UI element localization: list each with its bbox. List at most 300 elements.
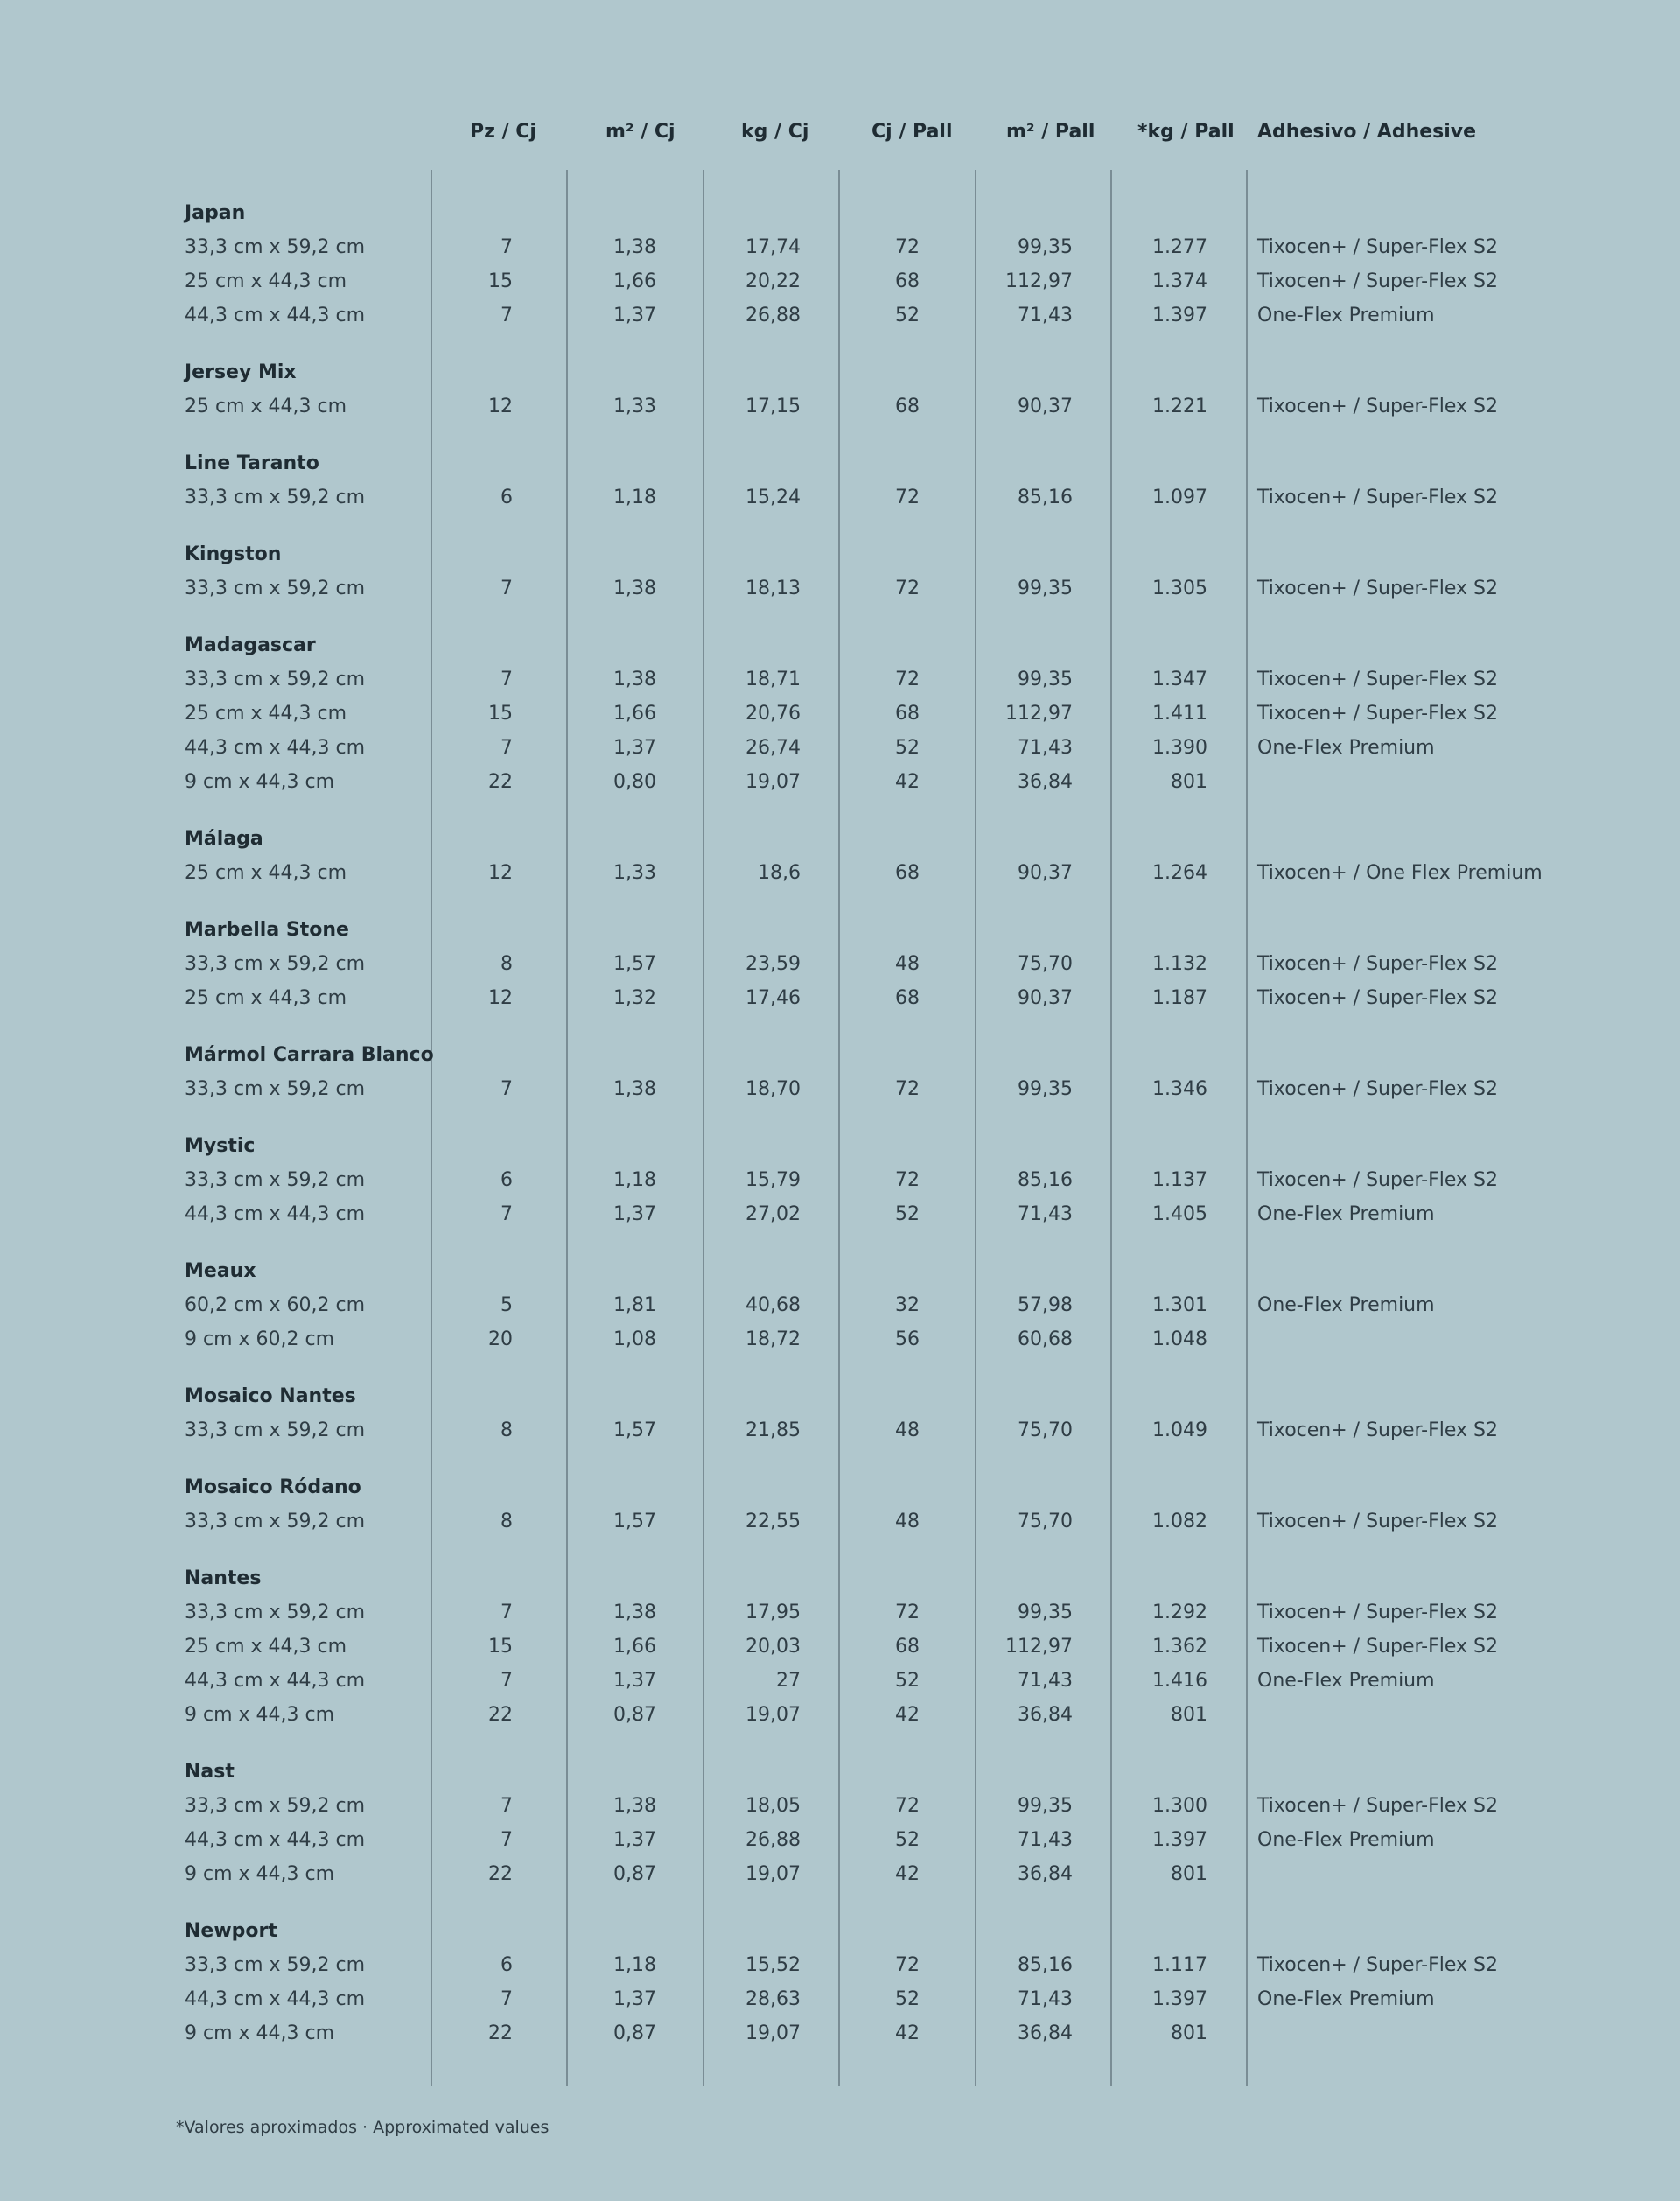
table-row: [0, 1857, 1680, 1891]
cell-size: 9 cm x 44,3 cm: [185, 1704, 335, 1726]
cell-kg-cj: 18,72: [746, 1328, 801, 1350]
product-name: Kingston: [185, 543, 282, 565]
product-name: Nast: [185, 1761, 234, 1783]
cell-adhesive: Tixocen+ / Super-Flex S2: [1257, 396, 1498, 417]
cell-m2-cj: 1,38: [613, 1795, 656, 1817]
cell-m2-cj: 1,38: [613, 236, 656, 258]
cell-size: 33,3 cm x 59,2 cm: [185, 953, 366, 975]
product-group: [0, 446, 1680, 515]
cell-pz-cj: 7: [500, 737, 513, 759]
cell-kg-pall: 1.397: [1152, 1829, 1208, 1851]
cell-kg-cj: 18,13: [746, 578, 801, 599]
cell-pz-cj: 22: [488, 1704, 513, 1726]
cell-cj-pall: 72: [895, 236, 920, 258]
cell-m2-cj: 1,81: [613, 1294, 656, 1316]
cell-kg-cj: 26,88: [746, 305, 801, 326]
cell-cj-pall: 68: [895, 987, 920, 1009]
cell-pz-cj: 7: [500, 669, 513, 690]
cell-kg-cj: 17,74: [746, 236, 801, 258]
cell-pz-cj: 20: [488, 1328, 513, 1350]
product-group: [0, 1470, 1680, 1539]
cell-m2-cj: 1,18: [613, 1169, 656, 1191]
header-m2-pall: m² / Pall: [1006, 121, 1096, 143]
cell-m2-pall: 85,16: [1018, 1954, 1073, 1976]
cell-cj-pall: 68: [895, 703, 920, 725]
cell-cj-pall: 52: [895, 1829, 920, 1851]
cell-adhesive: One-Flex Premium: [1257, 737, 1435, 759]
product-group: [0, 1755, 1680, 1891]
cell-cj-pall: 72: [895, 578, 920, 599]
product-name: Marbella Stone: [185, 919, 349, 941]
cell-pz-cj: 7: [500, 578, 513, 599]
cell-adhesive: One-Flex Premium: [1257, 1829, 1435, 1851]
cell-m2-cj: 1,37: [613, 1203, 656, 1225]
cell-kg-cj: 26,74: [746, 737, 801, 759]
table-row: [0, 230, 1680, 264]
product-name: Meaux: [185, 1260, 256, 1282]
cell-m2-cj: 1,38: [613, 669, 656, 690]
cell-size: 33,3 cm x 59,2 cm: [185, 1795, 366, 1817]
cell-size: 25 cm x 44,3 cm: [185, 987, 347, 1009]
cell-kg-pall: 1.292: [1152, 1602, 1208, 1623]
cell-m2-pall: 36,84: [1018, 2022, 1073, 2044]
table-row: [0, 856, 1680, 890]
cell-m2-pall: 71,43: [1018, 1203, 1073, 1225]
cell-kg-pall: 801: [1171, 1704, 1208, 1726]
cell-pz-cj: 22: [488, 2022, 513, 2044]
cell-cj-pall: 72: [895, 1602, 920, 1623]
cell-adhesive: Tixocen+ / Super-Flex S2: [1257, 1078, 1498, 1100]
cell-kg-pall: 1.390: [1152, 737, 1208, 759]
footnote: *Valores aproximados · Approximated values: [176, 2118, 550, 2137]
cell-m2-pall: 90,37: [1018, 396, 1073, 417]
cell-kg-cj: 28,63: [746, 1988, 801, 2010]
table-row: [0, 2016, 1680, 2050]
cell-m2-pall: 112,97: [1005, 703, 1073, 725]
cell-m2-cj: 1,08: [613, 1328, 656, 1350]
cell-m2-pall: 112,97: [1005, 270, 1073, 292]
cell-kg-cj: 19,07: [746, 1704, 801, 1726]
cell-cj-pall: 72: [895, 1078, 920, 1100]
cell-size: 33,3 cm x 59,2 cm: [185, 236, 366, 258]
cell-m2-cj: 1,18: [613, 487, 656, 508]
table-row: [0, 1948, 1680, 1982]
cell-cj-pall: 52: [895, 1203, 920, 1225]
cell-kg-pall: 1.362: [1152, 1636, 1208, 1658]
product-group: [0, 1561, 1680, 1732]
table-row: [0, 1413, 1680, 1447]
cell-cj-pall: 72: [895, 487, 920, 508]
product-name: Málaga: [185, 828, 263, 850]
table-row: [0, 662, 1680, 697]
cell-adhesive: One-Flex Premium: [1257, 1203, 1435, 1225]
cell-cj-pall: 32: [895, 1294, 920, 1316]
cell-adhesive: Tixocen+ / Super-Flex S2: [1257, 987, 1498, 1009]
cell-size: 33,3 cm x 59,2 cm: [185, 487, 366, 508]
cell-cj-pall: 42: [895, 1863, 920, 1885]
cell-cj-pall: 68: [895, 396, 920, 417]
cell-adhesive: One-Flex Premium: [1257, 305, 1435, 326]
cell-m2-cj: 1,37: [613, 1670, 656, 1692]
cell-pz-cj: 8: [500, 1511, 513, 1532]
cell-kg-cj: 17,95: [746, 1602, 801, 1623]
cell-pz-cj: 7: [500, 305, 513, 326]
table-row: [0, 1982, 1680, 2016]
cell-m2-cj: 1,38: [613, 1078, 656, 1100]
cell-cj-pall: 48: [895, 953, 920, 975]
cell-size: 25 cm x 44,3 cm: [185, 270, 347, 292]
cell-adhesive: Tixocen+ / Super-Flex S2: [1257, 703, 1498, 725]
cell-kg-pall: 1.397: [1152, 305, 1208, 326]
cell-pz-cj: 6: [500, 1169, 513, 1191]
header-m2-cj: m² / Cj: [606, 121, 676, 143]
cell-cj-pall: 42: [895, 1704, 920, 1726]
table-row: [0, 480, 1680, 515]
product-group: [0, 913, 1680, 1015]
cell-cj-pall: 72: [895, 1795, 920, 1817]
cell-pz-cj: 7: [500, 1203, 513, 1225]
cell-m2-pall: 71,43: [1018, 1988, 1073, 2010]
cell-pz-cj: 6: [500, 487, 513, 508]
table-body: [0, 196, 1680, 2073]
table-header: [0, 121, 1680, 156]
cell-m2-pall: 99,35: [1018, 236, 1073, 258]
table-row: [0, 765, 1680, 799]
cell-size: 33,3 cm x 59,2 cm: [185, 1169, 366, 1191]
product-name: Mosaico Ródano: [185, 1476, 361, 1498]
cell-m2-pall: 99,35: [1018, 1602, 1073, 1623]
cell-cj-pall: 52: [895, 1670, 920, 1692]
cell-m2-cj: 1,38: [613, 578, 656, 599]
cell-size: 60,2 cm x 60,2 cm: [185, 1294, 366, 1316]
cell-cj-pall: 42: [895, 771, 920, 793]
cell-m2-cj: 1,66: [613, 1636, 656, 1658]
table-row: [0, 264, 1680, 298]
cell-kg-cj: 18,6: [758, 862, 801, 884]
cell-cj-pall: 72: [895, 1954, 920, 1976]
cell-pz-cj: 15: [488, 1636, 513, 1658]
cell-pz-cj: 7: [500, 236, 513, 258]
cell-m2-pall: 75,70: [1018, 1419, 1073, 1441]
cell-m2-cj: 1,18: [613, 1954, 656, 1976]
cell-m2-cj: 1,38: [613, 1602, 656, 1623]
cell-pz-cj: 8: [500, 1419, 513, 1441]
cell-kg-pall: 1.411: [1152, 703, 1208, 725]
cell-size: 33,3 cm x 59,2 cm: [185, 578, 366, 599]
product-name: Mosaico Nantes: [185, 1385, 356, 1407]
cell-kg-cj: 19,07: [746, 771, 801, 793]
cell-size: 25 cm x 44,3 cm: [185, 396, 347, 417]
cell-kg-pall: 1.048: [1152, 1328, 1208, 1350]
cell-m2-pall: 71,43: [1018, 1829, 1073, 1851]
product-name: Mármol Carrara Blanco: [185, 1044, 434, 1066]
cell-m2-pall: 36,84: [1018, 1704, 1073, 1726]
cell-kg-pall: 1.374: [1152, 270, 1208, 292]
cell-pz-cj: 5: [500, 1294, 513, 1316]
table-row: [0, 1789, 1680, 1823]
cell-adhesive: One-Flex Premium: [1257, 1670, 1435, 1692]
cell-size: 25 cm x 44,3 cm: [185, 862, 347, 884]
cell-kg-pall: 1.397: [1152, 1988, 1208, 2010]
cell-adhesive: Tixocen+ / Super-Flex S2: [1257, 953, 1498, 975]
product-group: [0, 1379, 1680, 1447]
cell-pz-cj: 12: [488, 396, 513, 417]
cell-kg-pall: 1.405: [1152, 1203, 1208, 1225]
product-name: Madagascar: [185, 634, 316, 656]
cell-size: 9 cm x 60,2 cm: [185, 1328, 335, 1350]
table-row: [0, 1664, 1680, 1698]
product-group: [0, 1914, 1680, 2050]
header-cj-pall: Cj / Pall: [872, 121, 953, 143]
cell-kg-cj: 19,07: [746, 2022, 801, 2044]
cell-cj-pall: 56: [895, 1328, 920, 1350]
cell-kg-cj: 18,05: [746, 1795, 801, 1817]
header-kg-cj: kg / Cj: [741, 121, 809, 143]
cell-kg-cj: 19,07: [746, 1863, 801, 1885]
cell-m2-cj: 0,87: [613, 2022, 656, 2044]
cell-adhesive: One-Flex Premium: [1257, 1988, 1435, 2010]
cell-size: 33,3 cm x 59,2 cm: [185, 1511, 366, 1532]
table-row: [0, 1163, 1680, 1197]
cell-kg-pall: 801: [1171, 771, 1208, 793]
table-row: [0, 1595, 1680, 1630]
cell-kg-pall: 1.305: [1152, 578, 1208, 599]
cell-kg-cj: 18,70: [746, 1078, 801, 1100]
cell-m2-cj: 1,66: [613, 703, 656, 725]
table-row: [0, 571, 1680, 606]
cell-kg-pall: 1.082: [1152, 1511, 1208, 1532]
cell-size: 33,3 cm x 59,2 cm: [185, 1954, 366, 1976]
table-row: [0, 947, 1680, 981]
cell-m2-pall: 90,37: [1018, 987, 1073, 1009]
cell-kg-cj: 40,68: [746, 1294, 801, 1316]
cell-size: 44,3 cm x 44,3 cm: [185, 737, 366, 759]
product-name: Line Taranto: [185, 452, 319, 474]
cell-size: 33,3 cm x 59,2 cm: [185, 1602, 366, 1623]
cell-cj-pall: 72: [895, 1169, 920, 1191]
cell-m2-cj: 1,33: [613, 396, 656, 417]
product-name: Newport: [185, 1920, 277, 1942]
cell-m2-pall: 99,35: [1018, 578, 1073, 599]
cell-kg-cj: 20,22: [746, 270, 801, 292]
cell-cj-pall: 48: [895, 1511, 920, 1532]
cell-kg-pall: 1.132: [1152, 953, 1208, 975]
cell-m2-cj: 0,87: [613, 1704, 656, 1726]
cell-kg-pall: 1.049: [1152, 1419, 1208, 1441]
cell-adhesive: Tixocen+ / Super-Flex S2: [1257, 487, 1498, 508]
cell-m2-cj: 1,37: [613, 1988, 656, 2010]
cell-adhesive: Tixocen+ / Super-Flex S2: [1257, 669, 1498, 690]
cell-adhesive: Tixocen+ / Super-Flex S2: [1257, 270, 1498, 292]
cell-kg-cj: 22,55: [746, 1511, 801, 1532]
cell-kg-pall: 1.347: [1152, 669, 1208, 690]
cell-cj-pall: 68: [895, 1636, 920, 1658]
cell-kg-pall: 1.097: [1152, 487, 1208, 508]
cell-size: 44,3 cm x 44,3 cm: [185, 1829, 366, 1851]
cell-kg-cj: 27,02: [746, 1203, 801, 1225]
cell-adhesive: Tixocen+ / Super-Flex S2: [1257, 1169, 1498, 1191]
cell-adhesive: Tixocen+ / Super-Flex S2: [1257, 1636, 1498, 1658]
cell-kg-cj: 15,24: [746, 487, 801, 508]
cell-m2-cj: 1,33: [613, 862, 656, 884]
cell-m2-pall: 75,70: [1018, 1511, 1073, 1532]
cell-size: 44,3 cm x 44,3 cm: [185, 1203, 366, 1225]
cell-cj-pall: 42: [895, 2022, 920, 2044]
table-row: [0, 1823, 1680, 1857]
cell-size: 33,3 cm x 59,2 cm: [185, 669, 366, 690]
cell-kg-pall: 1.137: [1152, 1169, 1208, 1191]
table-row: [0, 1197, 1680, 1231]
cell-m2-pall: 75,70: [1018, 953, 1073, 975]
product-group: [0, 1254, 1680, 1356]
cell-m2-cj: 1,37: [613, 1829, 656, 1851]
cell-m2-pall: 36,84: [1018, 771, 1073, 793]
cell-pz-cj: 6: [500, 1954, 513, 1976]
cell-kg-cj: 20,76: [746, 703, 801, 725]
cell-m2-pall: 99,35: [1018, 1078, 1073, 1100]
cell-size: 33,3 cm x 59,2 cm: [185, 1419, 366, 1441]
cell-size: 44,3 cm x 44,3 cm: [185, 305, 366, 326]
product-group: [0, 822, 1680, 890]
cell-cj-pall: 48: [895, 1419, 920, 1441]
cell-m2-pall: 90,37: [1018, 862, 1073, 884]
cell-cj-pall: 52: [895, 737, 920, 759]
cell-pz-cj: 7: [500, 1602, 513, 1623]
product-name: Mystic: [185, 1135, 256, 1157]
cell-adhesive: Tixocen+ / Super-Flex S2: [1257, 1795, 1498, 1817]
cell-adhesive: Tixocen+ / Super-Flex S2: [1257, 578, 1498, 599]
cell-adhesive: Tixocen+ / Super-Flex S2: [1257, 1511, 1498, 1532]
cell-kg-cj: 23,59: [746, 953, 801, 975]
product-group: [0, 355, 1680, 424]
table-row: [0, 1698, 1680, 1732]
cell-m2-pall: 99,35: [1018, 669, 1073, 690]
cell-kg-pall: 1.301: [1152, 1294, 1208, 1316]
product-group: [0, 1038, 1680, 1106]
cell-kg-cj: 15,79: [746, 1169, 801, 1191]
header-adhesive: Adhesivo / Adhesive: [1257, 121, 1477, 143]
cell-m2-cj: 1,57: [613, 1511, 656, 1532]
cell-pz-cj: 15: [488, 270, 513, 292]
header-pz-cj: Pz / Cj: [470, 121, 536, 143]
cell-m2-cj: 1,57: [613, 1419, 656, 1441]
product-group: [0, 196, 1680, 333]
cell-m2-cj: 1,66: [613, 270, 656, 292]
cell-pz-cj: 7: [500, 1795, 513, 1817]
cell-kg-pall: 1.416: [1152, 1670, 1208, 1692]
table-row: [0, 697, 1680, 731]
cell-pz-cj: 12: [488, 987, 513, 1009]
cell-kg-cj: 17,15: [746, 396, 801, 417]
cell-pz-cj: 12: [488, 862, 513, 884]
cell-kg-pall: 1.300: [1152, 1795, 1208, 1817]
cell-pz-cj: 7: [500, 1988, 513, 2010]
table-row: [0, 731, 1680, 765]
cell-adhesive: Tixocen+ / Super-Flex S2: [1257, 236, 1498, 258]
cell-kg-pall: 1.221: [1152, 396, 1208, 417]
cell-kg-cj: 18,71: [746, 669, 801, 690]
table-row: [0, 298, 1680, 333]
product-group: [0, 1129, 1680, 1231]
cell-size: 9 cm x 44,3 cm: [185, 2022, 335, 2044]
cell-kg-cj: 15,52: [746, 1954, 801, 1976]
cell-size: 9 cm x 44,3 cm: [185, 771, 335, 793]
product-name: Nantes: [185, 1567, 262, 1589]
table-row: [0, 1322, 1680, 1356]
cell-m2-pall: 99,35: [1018, 1795, 1073, 1817]
table-row: [0, 389, 1680, 424]
cell-kg-pall: 1.264: [1152, 862, 1208, 884]
cell-m2-cj: 0,87: [613, 1863, 656, 1885]
product-group: [0, 628, 1680, 799]
cell-size: 25 cm x 44,3 cm: [185, 703, 347, 725]
cell-kg-pall: 1.346: [1152, 1078, 1208, 1100]
cell-kg-pall: 1.117: [1152, 1954, 1208, 1976]
cell-m2-pall: 36,84: [1018, 1863, 1073, 1885]
cell-m2-cj: 1,57: [613, 953, 656, 975]
cell-size: 9 cm x 44,3 cm: [185, 1863, 335, 1885]
product-name: Jersey Mix: [185, 361, 297, 383]
cell-size: 44,3 cm x 44,3 cm: [185, 1988, 366, 2010]
cell-m2-pall: 85,16: [1018, 1169, 1073, 1191]
cell-m2-pall: 71,43: [1018, 737, 1073, 759]
cell-kg-pall: 801: [1171, 1863, 1208, 1885]
cell-kg-cj: 26,88: [746, 1829, 801, 1851]
header-kg-pall: *kg / Pall: [1138, 121, 1235, 143]
cell-pz-cj: 22: [488, 1863, 513, 1885]
cell-adhesive: Tixocen+ / One Flex Premium: [1257, 862, 1543, 884]
cell-kg-pall: 1.277: [1152, 236, 1208, 258]
cell-m2-pall: 57,98: [1018, 1294, 1073, 1316]
cell-m2-pall: 112,97: [1005, 1636, 1073, 1658]
cell-m2-pall: 71,43: [1018, 305, 1073, 326]
cell-adhesive: One-Flex Premium: [1257, 1294, 1435, 1316]
cell-size: 25 cm x 44,3 cm: [185, 1636, 347, 1658]
table-row: [0, 1288, 1680, 1322]
cell-cj-pall: 52: [895, 305, 920, 326]
cell-m2-pall: 85,16: [1018, 487, 1073, 508]
cell-kg-pall: 1.187: [1152, 987, 1208, 1009]
table-row: [0, 1504, 1680, 1539]
cell-kg-pall: 801: [1171, 2022, 1208, 2044]
product-group: [0, 537, 1680, 606]
cell-pz-cj: 22: [488, 771, 513, 793]
cell-m2-cj: 1,37: [613, 737, 656, 759]
cell-kg-cj: 17,46: [746, 987, 801, 1009]
cell-m2-cj: 0,80: [613, 771, 656, 793]
cell-pz-cj: 15: [488, 703, 513, 725]
cell-m2-cj: 1,32: [613, 987, 656, 1009]
cell-m2-pall: 71,43: [1018, 1670, 1073, 1692]
cell-pz-cj: 8: [500, 953, 513, 975]
cell-adhesive: Tixocen+ / Super-Flex S2: [1257, 1954, 1498, 1976]
cell-kg-cj: 21,85: [746, 1419, 801, 1441]
cell-cj-pall: 52: [895, 1988, 920, 2010]
cell-adhesive: Tixocen+ / Super-Flex S2: [1257, 1419, 1498, 1441]
cell-size: 44,3 cm x 44,3 cm: [185, 1670, 366, 1692]
cell-pz-cj: 7: [500, 1078, 513, 1100]
cell-pz-cj: 7: [500, 1670, 513, 1692]
product-name: Japan: [185, 202, 246, 224]
cell-m2-pall: 60,68: [1018, 1328, 1073, 1350]
cell-pz-cj: 7: [500, 1829, 513, 1851]
cell-size: 33,3 cm x 59,2 cm: [185, 1078, 366, 1100]
cell-adhesive: Tixocen+ / Super-Flex S2: [1257, 1602, 1498, 1623]
cell-m2-cj: 1,37: [613, 305, 656, 326]
cell-cj-pall: 72: [895, 669, 920, 690]
table-row: [0, 1072, 1680, 1106]
cell-kg-cj: 27: [776, 1670, 801, 1692]
